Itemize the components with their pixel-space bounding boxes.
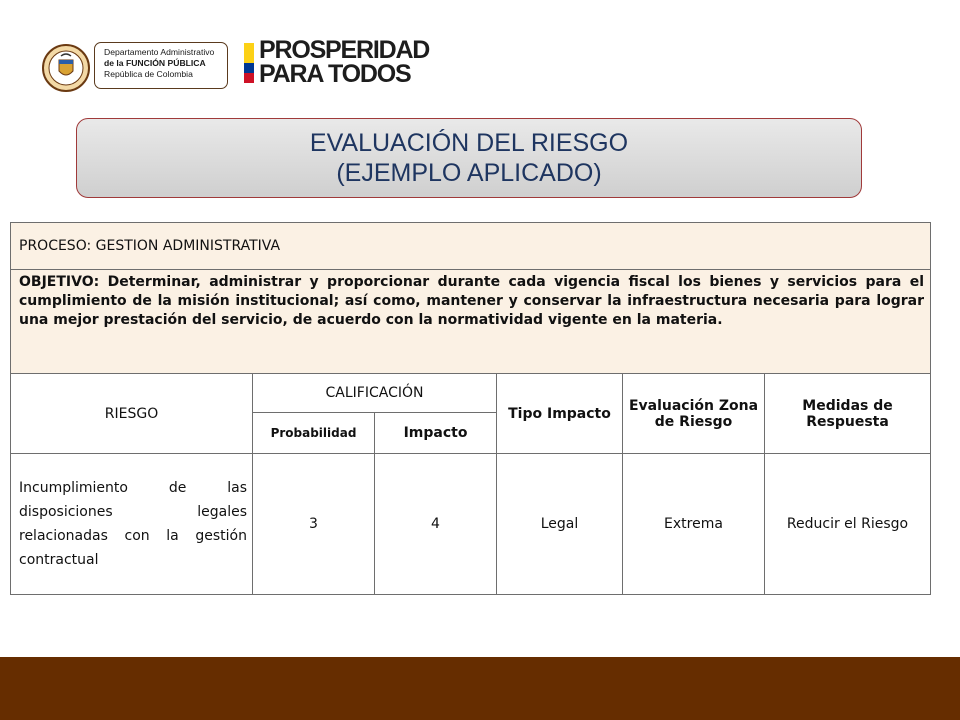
- header-evaluacion-zona: Evaluación Zona de Riesgo: [623, 374, 765, 454]
- header-impacto: Impacto: [375, 413, 497, 454]
- title-banner: [76, 118, 862, 198]
- cell-medidas: Reducir el Riesgo: [765, 454, 931, 595]
- title-line-2: (EJEMPLO APLICADO): [336, 159, 602, 187]
- header-probabilidad: Probabilidad: [253, 413, 375, 454]
- dept-line-2: de la FUNCIÓN PÚBLICA: [104, 57, 206, 68]
- header-riesgo: RIESGO: [11, 374, 253, 454]
- cell-tipo-impacto: Legal: [497, 454, 623, 595]
- colombia-flag-icon: [244, 43, 254, 83]
- cell-evaluacion: Extrema: [623, 454, 765, 595]
- prosperidad-logo: [259, 38, 429, 86]
- funcion-publica-logo: [94, 42, 228, 89]
- cell-impacto: 4: [375, 454, 497, 595]
- dept-line-1: Departamento Administrativo: [104, 47, 215, 57]
- header-tipo-impacto: Tipo Impacto: [497, 374, 623, 454]
- footer-bar: [0, 657, 960, 720]
- dept-line-3: República de Colombia: [104, 68, 193, 79]
- header-calificacion: CALIFICACIÓN: [253, 374, 497, 413]
- proceso-cell: PROCESO: GESTION ADMINISTRATIVA: [11, 223, 931, 270]
- cell-probabilidad: 3: [253, 454, 375, 595]
- slogan-line-2: PARA TODOS: [259, 60, 411, 88]
- header-medidas-respuesta: Medidas de Respuesta: [765, 374, 931, 454]
- objetivo-cell: OBJETIVO: Determinar, administrar y proporcionar durante cada vigencia fiscal los bienes y servicios para el cumplimiento de la misión institucional; así como, mantener y conservar la infraestructura necesaria para lograr una mejor prestación del servicio, de acuerdo con la normatividad vigente en la materia.: [11, 270, 931, 374]
- slogan-line-1: PROSPERIDAD: [259, 36, 430, 64]
- risk-evaluation-table: [10, 222, 931, 595]
- title-line-1: EVALUACIÓN DEL RIESGO: [309, 129, 629, 157]
- colombia-coat-of-arms-icon: [42, 44, 90, 92]
- cell-riesgo: Incumplimiento de las disposiciones legales relacionadas con la gestión contractual: [11, 454, 253, 595]
